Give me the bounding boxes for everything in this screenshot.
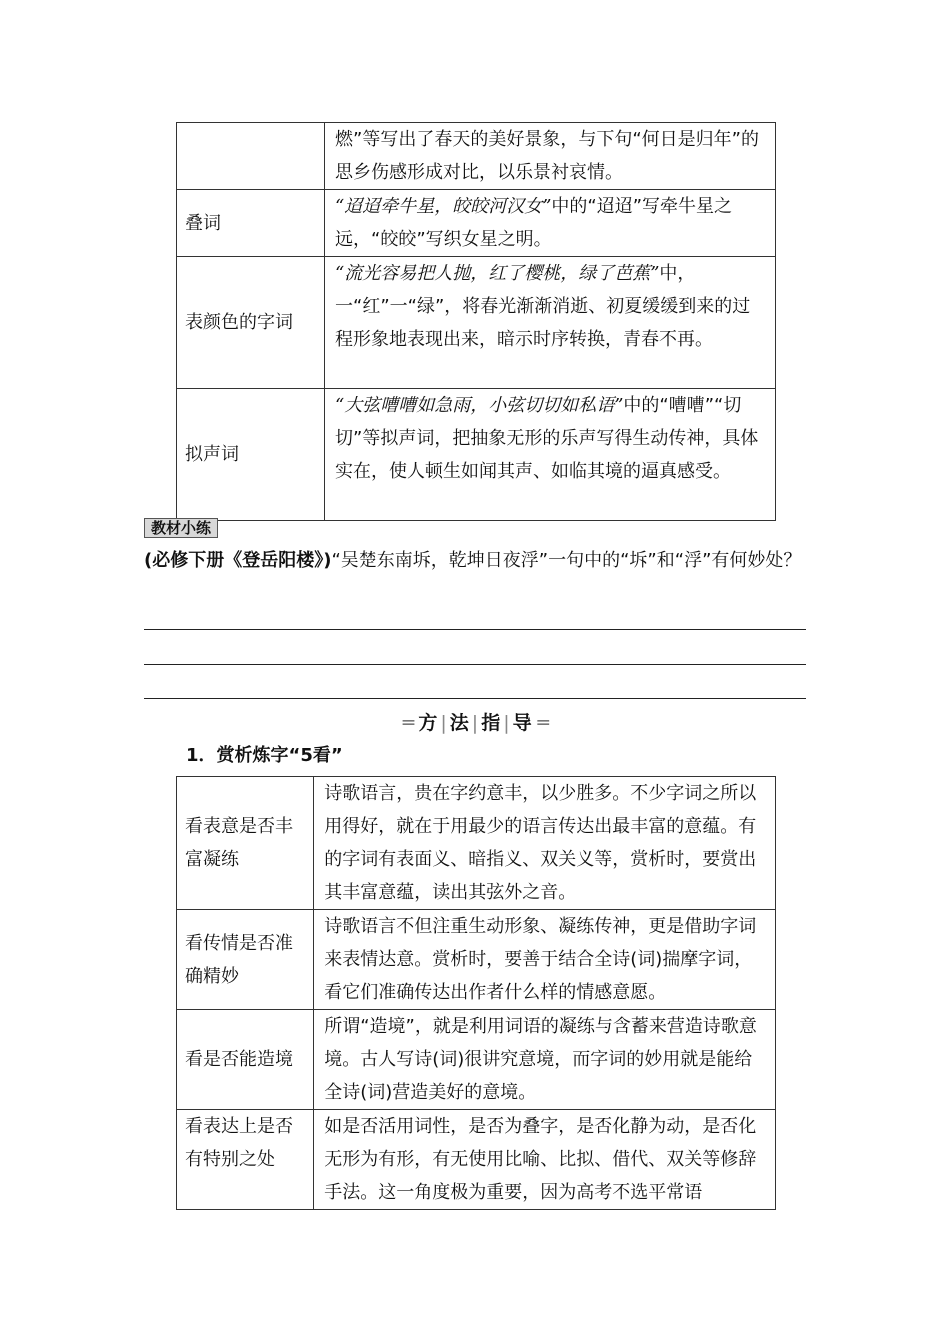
exercise-source: (必修下册《登岳阳楼》) xyxy=(144,550,332,571)
row-text: “流光容易把人抛，红了樱桃，绿了芭蕉”中，一“红”一“绿”，将春光渐渐消逝、初夏缓缓到来的过程形象地表现出来，暗示时序转换，青春不再。 xyxy=(325,257,776,389)
table-row xyxy=(177,910,776,1010)
row-label: 叠词 xyxy=(177,190,325,257)
row-label: 看表意是否丰富凝练 xyxy=(177,777,314,910)
exercise-question-text: “吴楚东南坼，乾坤日夜浮”一句中的“坼”和“浮”有何妙处？ xyxy=(331,550,802,571)
answer-line[interactable] xyxy=(144,629,806,630)
divider: | xyxy=(471,712,479,734)
row-label: 看是否能造境 xyxy=(177,1010,314,1110)
answer-line[interactable] xyxy=(144,698,806,699)
answer-line[interactable] xyxy=(144,664,806,665)
row-label: 看表达上是否有特别之处 xyxy=(177,1110,314,1210)
table-row xyxy=(177,1110,776,1210)
poem-quote: “迢迢牵牛星，皎皎河汉女” xyxy=(335,196,552,217)
table-row xyxy=(177,777,776,910)
row-label xyxy=(177,123,325,190)
row-text: 诗歌语言，贵在字约意丰，以少胜多。不少字词之所以用得好，就在于用最少的语言传达出最丰富的意蕴。有的字词有表面义、暗指义、双关义等，赏析时，要赏出其丰富意蕴，读出其弦外之音。 xyxy=(314,777,776,910)
row-text: 诗歌语言不但注重生动形象、凝练传神，更是借助字词来表情达意。赏析时，要善于结合全诗(词)揣摩字词，看它们准确传达出作者什么样的情感意愿。 xyxy=(314,910,776,1010)
method-guide-heading xyxy=(380,708,570,738)
table-row xyxy=(177,123,776,190)
row-text: 所谓“造境”，就是利用词语的凝练与含蓄来营造诗歌意境。古人写诗(词)很讲究意境，而字词的妙用就是能给全诗(词)营造美好的意境。 xyxy=(314,1010,776,1110)
divider: | xyxy=(503,712,510,734)
table-row xyxy=(177,1010,776,1110)
table-row xyxy=(177,257,776,389)
heading-char: 方 xyxy=(418,712,438,734)
row-label: 表颜色的字词 xyxy=(177,257,325,389)
heading-char: 法 xyxy=(449,712,469,734)
section-title: 1．赏析炼字“5看” xyxy=(186,745,343,766)
table-row xyxy=(177,190,776,257)
exercise-question xyxy=(144,544,809,577)
row-text: 如是否活用词性，是否为叠字，是否化静为动，是否化无形为有形，有无使用比喻、比拟、借代、双关等修辞手法。这一角度极为重要，因为高考不选平常语 xyxy=(314,1110,776,1210)
divider: | xyxy=(440,712,447,734)
word-type-table xyxy=(176,122,776,521)
table-row xyxy=(177,389,776,521)
row-label: 看传情是否准确精妙 xyxy=(177,910,314,1010)
decor-bars-right: ═ xyxy=(537,712,548,734)
five-looks-table xyxy=(176,776,776,1210)
heading-char: 导 xyxy=(512,712,532,734)
poem-quote: “大弦嘈嘈如急雨，小弦切切如私语” xyxy=(335,395,624,416)
row-text: “大弦嘈嘈如急雨，小弦切切如私语”中的“嘈嘈”“切切”等拟声词，把抽象无形的乐声写得生动传神，具体实在，使人顿生如闻其声、如临其境的逼真感受。 xyxy=(325,389,776,521)
row-text: “迢迢牵牛星，皎皎河汉女”中的“迢迢”写牵牛星之远，“皎皎”写织女星之明。 xyxy=(325,190,776,257)
exercise-tag: 教材小练 xyxy=(144,518,218,538)
heading-char: 指 xyxy=(481,712,501,734)
row-label: 拟声词 xyxy=(177,389,325,521)
decor-bars-left: ═ xyxy=(402,712,413,734)
poem-quote: “流光容易把人抛，红了樱桃，绿了芭蕉” xyxy=(335,263,660,284)
row-text: 燃”等写出了春天的美好景象，与下句“何日是归年”的思乡伤感形成对比，以乐景衬哀情。 xyxy=(325,123,776,190)
